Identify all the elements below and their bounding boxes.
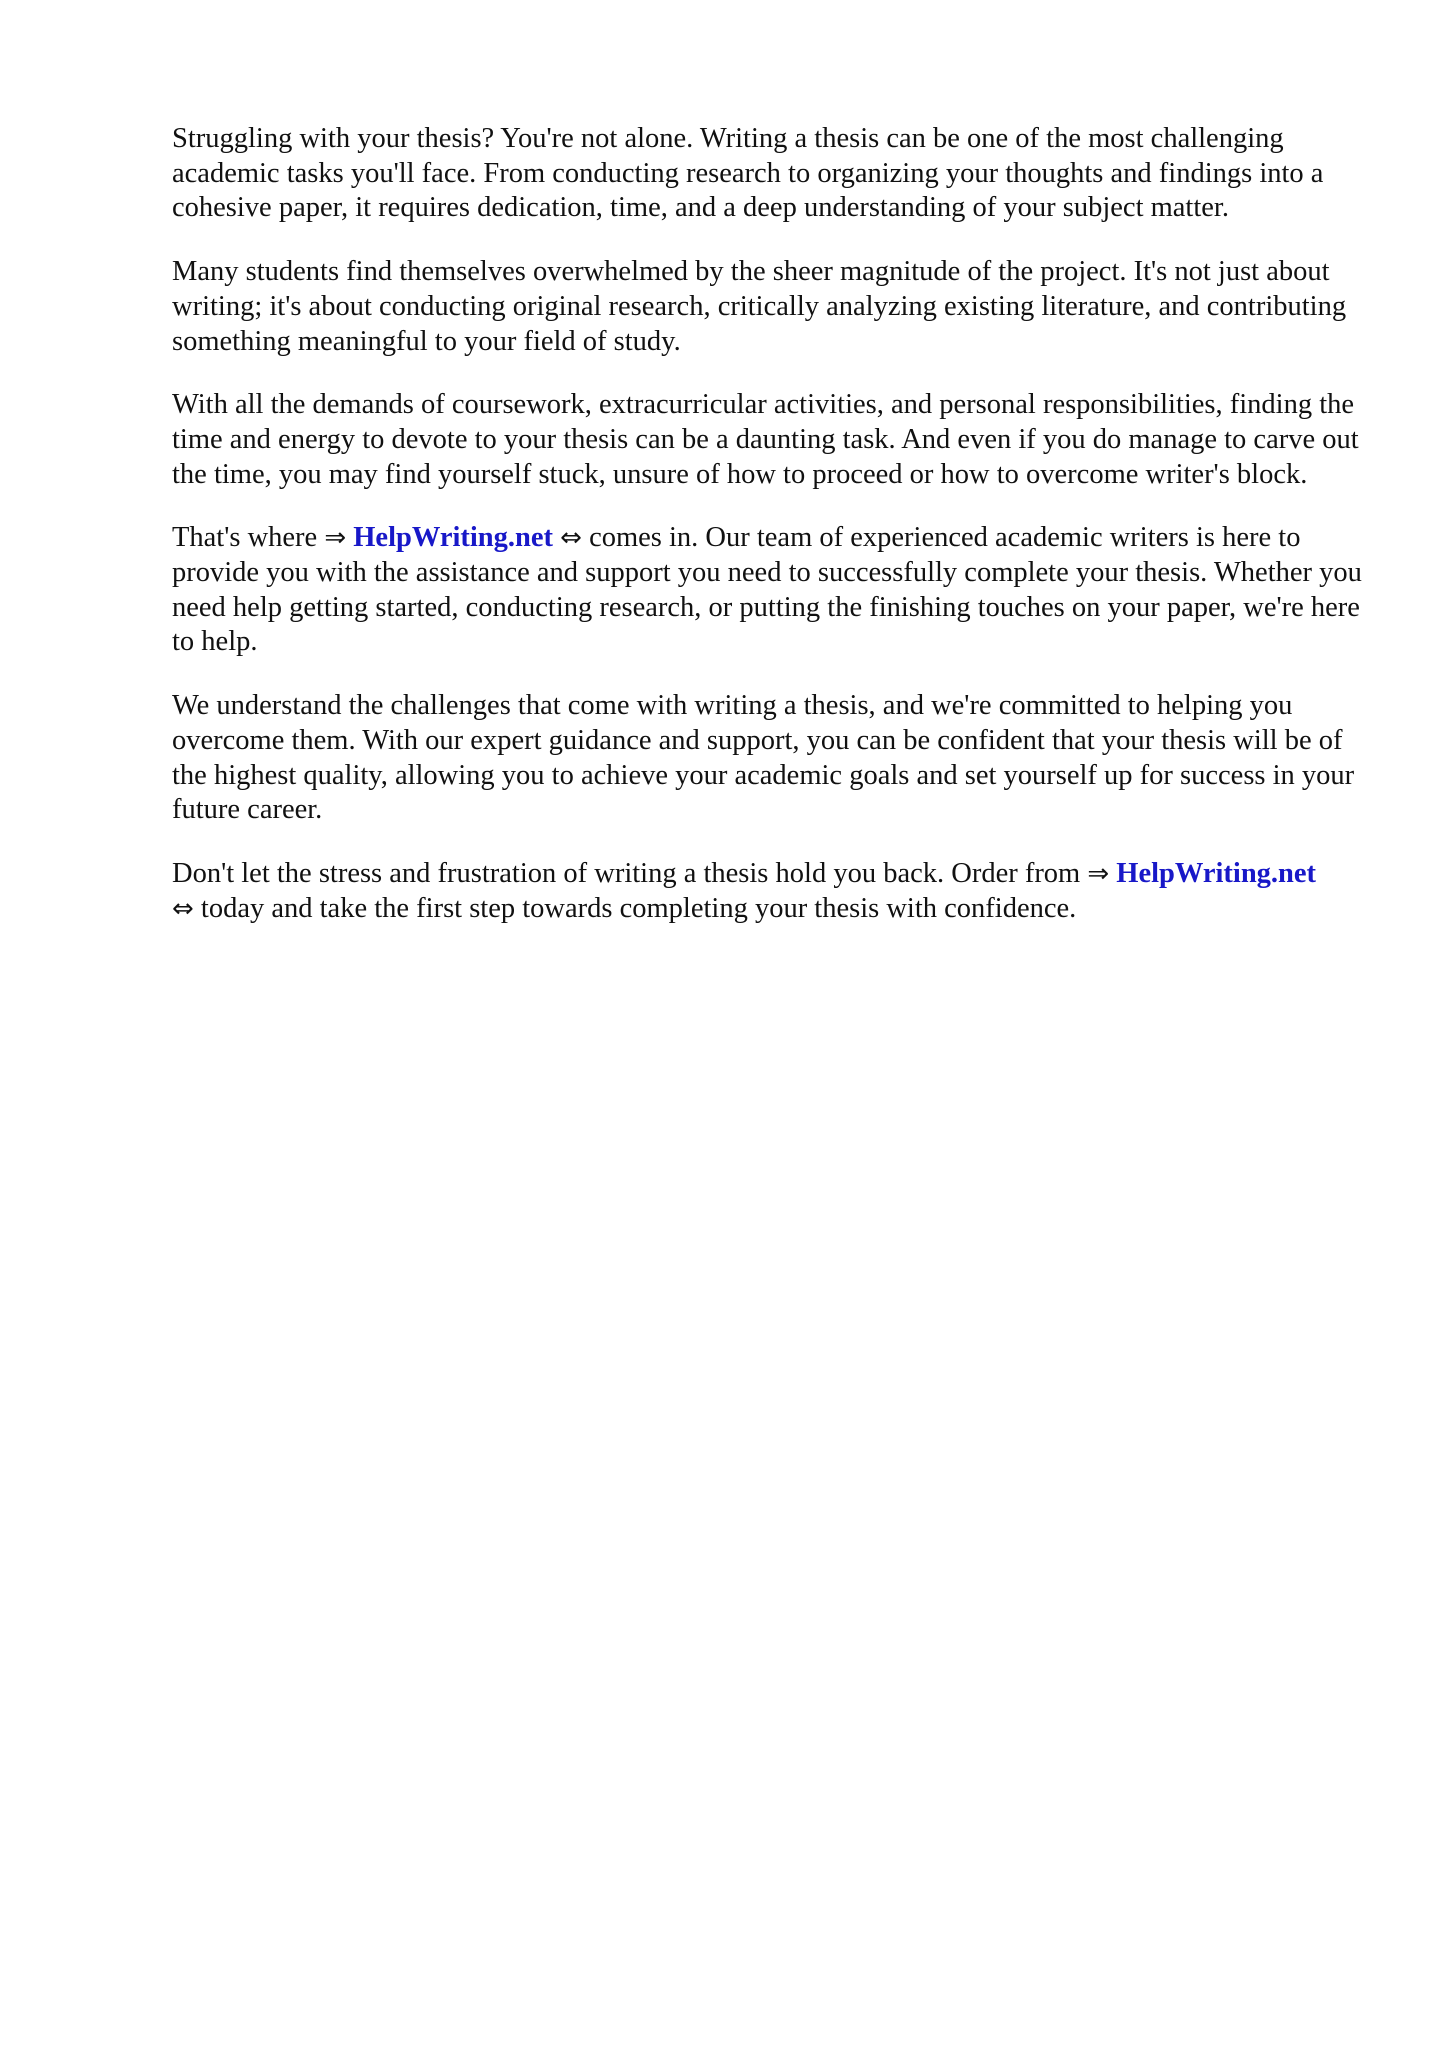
paragraph-1: Struggling with your thesis? You're not alone. Writing a thesis can be one of the most challenging academic tasks you'll face. From conducting research to organizing your thoughts and findings into a cohesive paper, it requires dedication, time, and a deep understanding of your subject matter. [172, 123, 1324, 224]
paragraph-6 [172, 857, 1372, 926]
double-arrow-icon: ⇔ [560, 523, 582, 554]
document-body [172, 122, 1372, 955]
right-arrow-icon: ⇒ [324, 523, 347, 554]
paragraph-6-lead-text: Don't let the stress and frustration of writing a thesis hold you back. Order from [172, 857, 1088, 889]
paragraph-4 [172, 521, 1372, 660]
paragraph-3: With all the demands of coursework, extracurricular activities, and personal responsibilities, finding the time and energy to devote to your thesis can be a daunting task. And even if you do manage to carve out the time, you may find yourself stuck, unsure of how to proceed or how to overcome writer's block. [172, 389, 1359, 490]
double-arrow-icon: ⇔ [172, 893, 194, 924]
paragraph-4-lead-text: That's where [172, 522, 325, 554]
helpwriting-link[interactable]: HelpWriting.net [1116, 857, 1317, 889]
right-arrow-icon: ⇒ [1087, 858, 1110, 889]
helpwriting-link[interactable]: HelpWriting.net [353, 522, 554, 554]
paragraph-6-trail-text: today and take the first step towards completing your thesis with confidence. [193, 892, 1077, 924]
paragraph-2: Many students find themselves overwhelmed by the sheer magnitude of the project. It's not just about writing; it's about conducting original research, critically analyzing existing literature, and contributing something meaningful to your field of study. [172, 256, 1347, 357]
paragraph-5: We understand the challenges that come with writing a thesis, and we're committed to helping you overcome them. With our expert guidance and support, you can be confident that your thesis will be of the highest quality, allowing you to achieve your academic goals and set yourself up for success in your future career. [172, 690, 1355, 826]
paragraph-4-trail-text: comes in. Our team of experienced academic writers is here to provide you with the assistance and support you need to successfully complete your thesis. Whether you need help getting started, conducting research, or putting the finishing touches on your paper, we're here to help. [172, 522, 1362, 658]
